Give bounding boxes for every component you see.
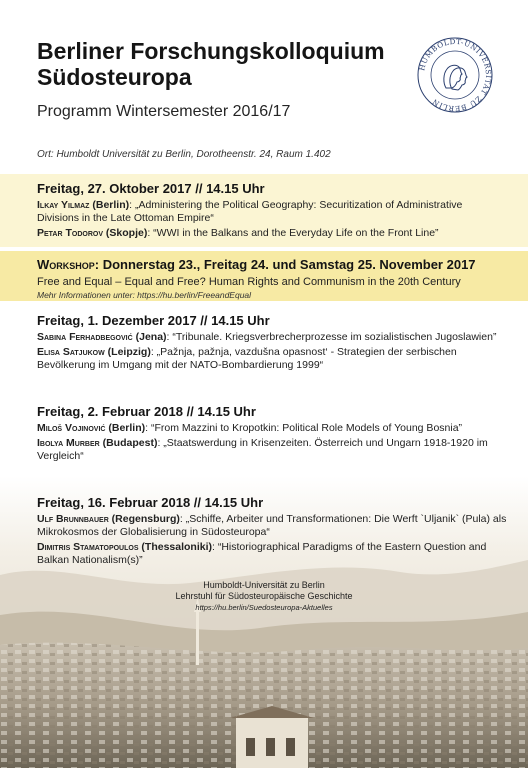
university-seal-icon bbox=[416, 36, 494, 114]
session-date: Freitag, 16. Februar 2018 // 14.15 Uhr bbox=[37, 495, 264, 510]
session-date: Freitag, 2. Februar 2018 // 14.15 Uhr bbox=[37, 404, 256, 419]
speaker-name: Sabina Ferhadbegović bbox=[37, 331, 133, 343]
title-line-2: Südosteuropa bbox=[37, 64, 192, 90]
speaker-affiliation: (Berlin) bbox=[105, 422, 146, 434]
speaker-name: Miloš Vojinović bbox=[37, 422, 106, 434]
talk-entry bbox=[37, 199, 507, 225]
workshop-label: Workshop bbox=[37, 257, 95, 272]
page-title bbox=[37, 38, 397, 90]
talk-title: : „Staatswerdung in Krisenzeiten. Österreich und Ungarn 1918-1920 im Vergleich“ bbox=[37, 437, 488, 462]
session-date: Freitag, 27. Oktober 2017 // 14.15 Uhr bbox=[37, 181, 265, 196]
speaker-name: Ilkay Yilmaz bbox=[37, 199, 90, 211]
talk-entry bbox=[37, 422, 507, 435]
talk-entry bbox=[37, 227, 507, 240]
svg-text:HUMBOLDT-UNIVERSITÄT ZU BERLIN bbox=[417, 37, 493, 113]
talk-entry bbox=[37, 346, 507, 372]
speaker-name: Petar Todorov bbox=[37, 227, 103, 239]
speaker-affiliation: (Thessaloniki) bbox=[138, 541, 213, 553]
title-line-1: Berliner Forschungskolloquium bbox=[37, 38, 385, 64]
speaker-name: Elisa Satjukow bbox=[37, 346, 105, 358]
speaker-name: Dimitris Stamatopoulos bbox=[37, 541, 139, 553]
session-3 bbox=[37, 404, 507, 465]
footer-chair: Lehrstuhl für Südosteuropäische Geschichte bbox=[175, 591, 353, 601]
speaker-affiliation: (Leipzig) bbox=[104, 346, 151, 358]
session-4 bbox=[37, 495, 507, 569]
speaker-affiliation: (Berlin) bbox=[89, 199, 130, 211]
talk-title: : “Tribunale. Kriegsverbrecherprozesse im sozialistischen Jugoslawien” bbox=[166, 331, 497, 343]
talk-title: : „Schiffe, Arbeiter und Transformationen: Die Werft `Uljanik` (Pula) als Mikrokosmos der Globalisierung in Südosteuropa“ bbox=[37, 513, 507, 538]
talk-title: : “From Mazzini to Kropotkin: Political Role Models of Young Bosnia” bbox=[145, 422, 463, 434]
footer-university: Humboldt-Universität zu Berlin bbox=[203, 580, 325, 590]
speaker-affiliation: (Skopje) bbox=[102, 227, 148, 239]
talk-entry bbox=[37, 437, 507, 463]
workshop-date bbox=[37, 257, 507, 272]
session-1 bbox=[37, 181, 507, 242]
session-date: Freitag, 1. Dezember 2017 // 14.15 Uhr bbox=[37, 313, 270, 328]
talk-entry bbox=[37, 541, 507, 567]
speaker-affiliation: (Jena) bbox=[132, 331, 167, 343]
talk-entry bbox=[37, 513, 507, 539]
footer-link[interactable]: https://hu.berlin/Suedosteuropa-Aktuelles bbox=[195, 603, 333, 612]
venue-text: Ort: Humboldt Universität zu Berlin, Dorotheenstr. 24, Raum 1.402 bbox=[37, 149, 331, 160]
talk-title: : “Historiographical Paradigms of the Eastern Question and Balkan Nationalism(s)” bbox=[37, 541, 487, 566]
speaker-affiliation: (Regensburg) bbox=[108, 513, 180, 525]
workshop-dates: : Donnerstag 23., Freitag 24. und Samstag 25. November 2017 bbox=[94, 257, 476, 272]
talk-title: : „Administering the Political Geography: Securitization of Administrative Divisions in the Late Ottoman Empire“ bbox=[37, 199, 463, 224]
workshop-info-link[interactable]: Mehr Informationen unter: https://hu.berlin/FreeandEqual bbox=[37, 290, 252, 300]
footer bbox=[104, 580, 424, 613]
semester-subtitle: Programm Wintersemester 2016/17 bbox=[37, 103, 291, 120]
talk-entry bbox=[37, 331, 507, 344]
speaker-affiliation: (Budapest) bbox=[99, 437, 158, 449]
seal-text: HUMBOLDT-UNIVERSITÄT ZU BERLIN bbox=[417, 36, 494, 114]
speaker-name: Ibolya Murber bbox=[37, 437, 100, 449]
talk-title: : „Pažnja, pažnja, vazdušna opasnost‘ - Strategien der serbischen Bevölkerung im Umgang mit der NATO-Bombardierung 1999“ bbox=[37, 346, 457, 371]
speaker-name: Ulf Brunnbauer bbox=[37, 513, 109, 525]
header bbox=[37, 38, 397, 121]
workshop bbox=[37, 257, 507, 300]
talk-title: : “WWI in the Balkans and the Everyday Life on the Front Line” bbox=[147, 227, 439, 239]
session-2 bbox=[37, 313, 507, 374]
workshop-title: Free and Equal – Equal and Free? Human Rights and Communism in the 20th Century bbox=[37, 276, 461, 288]
